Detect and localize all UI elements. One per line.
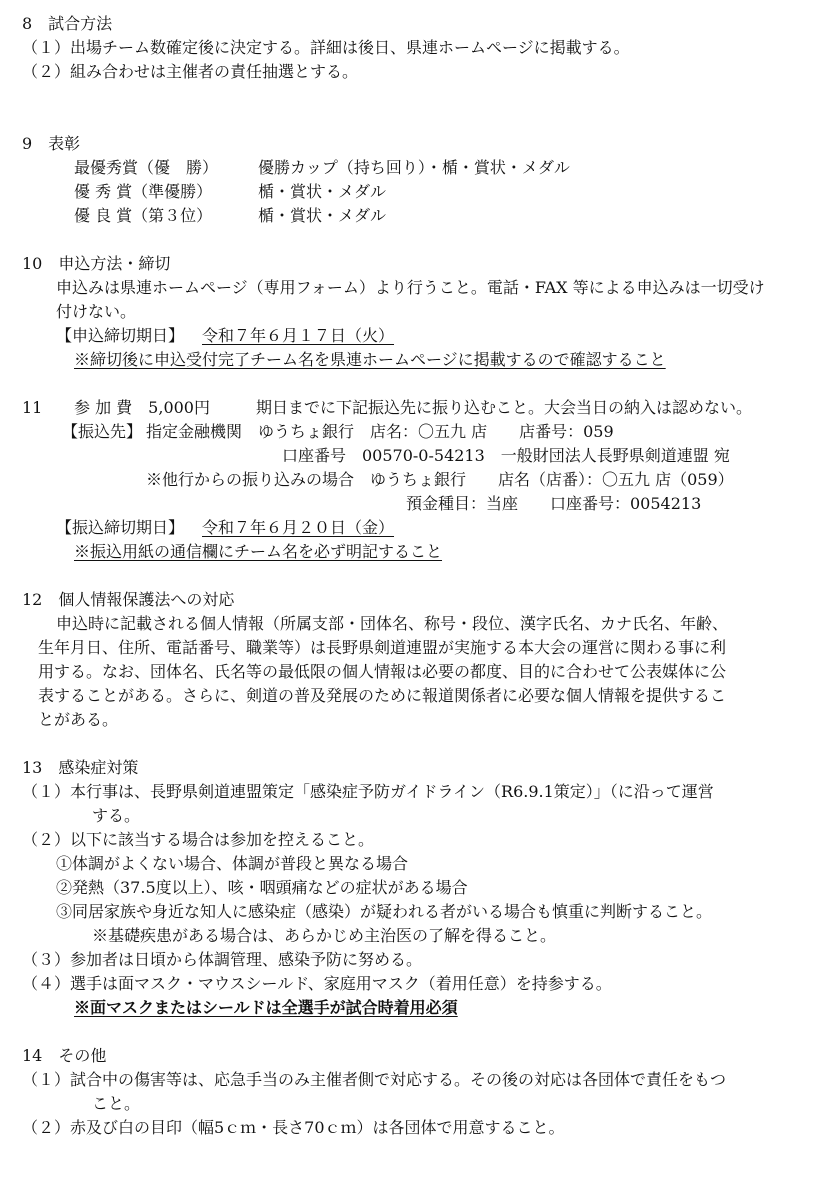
section-14-item-1-cont: こと。 bbox=[92, 1094, 141, 1113]
section-13-title-line bbox=[0, 756, 834, 780]
section-14-title-line bbox=[0, 1044, 834, 1068]
section-10-body-2: 付けない。 bbox=[56, 302, 137, 321]
section-12-body-5: とがある。 bbox=[38, 710, 119, 729]
section-13-item-2: （２）以下に該当する場合は参加を控えること。 bbox=[22, 830, 375, 849]
award-prize: 楯・賞状・メダル bbox=[258, 206, 387, 225]
section-12-body-line bbox=[0, 708, 834, 732]
section-11-number: 11 bbox=[22, 398, 43, 417]
award-name: 最優秀賞（優 勝） bbox=[74, 158, 219, 177]
application-deadline-label: 【申込締切期日】 bbox=[56, 326, 185, 345]
section-13-item-2-line bbox=[0, 828, 834, 852]
condition-2: ②発熱（37.5度以上）、咳・咽頭痛などの症状がある場合 bbox=[56, 878, 468, 897]
section-12-body-1: 申込時に記載される個人情報（所属支部・団体名、称号・段位、漢字氏名、カナ氏名、年齢、 bbox=[56, 614, 729, 633]
section-14-item-1-line bbox=[0, 1068, 834, 1092]
section-12-body-line bbox=[0, 612, 834, 636]
document-page bbox=[0, 12, 834, 1140]
transfer-deadline-label: 【振込締切期日】 bbox=[56, 518, 185, 537]
condition-3-note: ※基礎疾患がある場合は、あらかじめ主治医の了解を得ること。 bbox=[92, 926, 557, 945]
section-13-item-1b-line bbox=[0, 804, 834, 828]
section-9-title-line bbox=[0, 132, 834, 156]
award-row bbox=[0, 180, 834, 204]
section-12-body-2: 生年月日、住所、電話番号、職業等）は長野県剣道連盟が実施する本大会の運営に関わる事に利 bbox=[38, 638, 727, 657]
section-12-body-3: 用する。なお、団体名、氏名等の最低限の個人情報は必要の都度、目的に合わせて公表媒体に公 bbox=[38, 662, 727, 681]
section-13-note-line bbox=[0, 996, 834, 1020]
section-13-item-1: （１）本行事は、長野県剣道連盟策定「感染症予防ガイドライン（R6.9.1策定）」（に沿って運営 bbox=[22, 782, 714, 801]
condition-line bbox=[0, 876, 834, 900]
section-8-item-1-line bbox=[0, 36, 834, 60]
section-12-body-4: 表することがある。さらに、剣道の普及発展のために報道関係者に必要な個人情報を提供するこ bbox=[38, 686, 727, 705]
section-13-item-1-cont: する。 bbox=[92, 806, 141, 825]
transfer-bank-info: 指定金融機関 ゆうちょ銀行 店名：〇五九 店 店番号：059 bbox=[146, 422, 614, 441]
other-bank-line bbox=[0, 468, 834, 492]
spacer bbox=[0, 564, 834, 588]
entry-fee-label: 参 加 費 5,000円 bbox=[74, 398, 210, 417]
section-14-item-2: （２）赤及び白の目印（幅5ｃｍ・長さ70ｃｍ）は各団体で用意すること。 bbox=[22, 1118, 565, 1137]
section-14-item-1: （１）試合中の傷害等は、応急手当のみ主催者側で対応する。その後の対応は各団体で責任をもつ bbox=[22, 1070, 727, 1089]
section-10-note-line bbox=[0, 348, 834, 372]
section-13-title: 13 感染症対策 bbox=[22, 758, 139, 777]
deposit-type-info: 預金種目：当座 口座番号：0054213 bbox=[406, 494, 702, 513]
award-row bbox=[0, 204, 834, 228]
application-deadline-date: 令和７年６月１７日（火） bbox=[202, 326, 395, 345]
award-name: 優 秀 賞（準優勝） bbox=[74, 182, 213, 201]
section-11-note-line bbox=[0, 540, 834, 564]
section-12-body-line bbox=[0, 684, 834, 708]
section-13-item-4: （４）選手は面マスク・マウスシールド、家庭用マスク（着用任意）を持参する。 bbox=[22, 974, 612, 993]
section-11-note: ※振込用紙の通信欄にチーム名を必ず明記すること bbox=[74, 542, 443, 561]
condition-line bbox=[0, 900, 834, 924]
section-8-title: 8 試合方法 bbox=[22, 14, 113, 33]
section-12-body-line bbox=[0, 636, 834, 660]
section-13-item-1-line bbox=[0, 780, 834, 804]
condition-note-line bbox=[0, 924, 834, 948]
section-8-item-1: （１）出場チーム数確定後に決定する。詳細は後日、県連ホームページに掲載する。 bbox=[22, 38, 630, 57]
spacer bbox=[0, 372, 834, 396]
section-8-item-2-line bbox=[0, 60, 834, 84]
section-12-title: 12 個人情報保護法への対応 bbox=[22, 590, 235, 609]
section-14-item-2-line bbox=[0, 1116, 834, 1140]
section-10-deadline-line bbox=[0, 324, 834, 348]
section-10-title-line bbox=[0, 252, 834, 276]
section-11-title-line bbox=[0, 396, 834, 420]
mask-required-note: ※面マスクまたはシールドは全選手が試合時着用必須 bbox=[74, 998, 458, 1017]
section-10-body-line bbox=[0, 300, 834, 324]
section-12-body-line bbox=[0, 660, 834, 684]
spacer bbox=[0, 84, 834, 108]
section-8-title-line bbox=[0, 12, 834, 36]
spacer bbox=[0, 732, 834, 756]
section-10-title: 10 申込方法・締切 bbox=[22, 254, 171, 273]
section-12-title-line bbox=[0, 588, 834, 612]
condition-1: ①体調がよくない場合、体調が普段と異なる場合 bbox=[56, 854, 409, 873]
spacer bbox=[0, 108, 834, 132]
section-14-item-1b-line bbox=[0, 1092, 834, 1116]
award-prize: 楯・賞状・メダル bbox=[258, 182, 387, 201]
entry-fee-description: 期日までに下記振込先に振り込むこと。大会当日の納入は認めない。 bbox=[256, 398, 753, 417]
spacer bbox=[0, 1020, 834, 1044]
section-13-item-4-line bbox=[0, 972, 834, 996]
spacer bbox=[0, 228, 834, 252]
transfer-destination-label: 【振込先】 bbox=[62, 422, 143, 441]
section-14-title: 14 その他 bbox=[22, 1046, 107, 1065]
award-prize: 優勝カップ（持ち回り）・楯・賞状・メダル bbox=[258, 158, 570, 177]
condition-line bbox=[0, 852, 834, 876]
account-number-info: 口座番号 00570-0-54213 一般財団法人長野県剣道連盟 宛 bbox=[282, 446, 730, 465]
section-10-note: ※締切後に申込受付完了チーム名を県連ホームページに掲載するので確認すること bbox=[74, 350, 666, 369]
account-number-line bbox=[0, 444, 834, 468]
transfer-deadline-date: 令和７年６月２０日（金） bbox=[202, 518, 395, 537]
other-bank-info: ※他行からの振り込みの場合 ゆうちょ銀行 店名（店番）：〇五九 店（059） bbox=[146, 470, 734, 489]
section-9-title: 9 表彰 bbox=[22, 134, 81, 153]
section-8-item-2: （２）組み合わせは主催者の責任抽選とする。 bbox=[22, 62, 359, 81]
award-name: 優 良 賞（第３位） bbox=[74, 206, 213, 225]
award-row bbox=[0, 156, 834, 180]
transfer-bank-line bbox=[0, 420, 834, 444]
section-13-item-3: （３）参加者は日頃から体調管理、感染予防に努める。 bbox=[22, 950, 423, 969]
condition-3: ③同居家族や身近な知人に感染症（感染）が疑われる者がいる場合も慎重に判断すること。 bbox=[56, 902, 713, 921]
section-11-deadline-line bbox=[0, 516, 834, 540]
section-10-body-1: 申込みは県連ホームページ（専用フォーム）より行うこと。電話・FAX 等による申込みは一切受け bbox=[56, 278, 765, 297]
section-10-body-line bbox=[0, 276, 834, 300]
section-13-item-3-line bbox=[0, 948, 834, 972]
deposit-type-line bbox=[0, 492, 834, 516]
